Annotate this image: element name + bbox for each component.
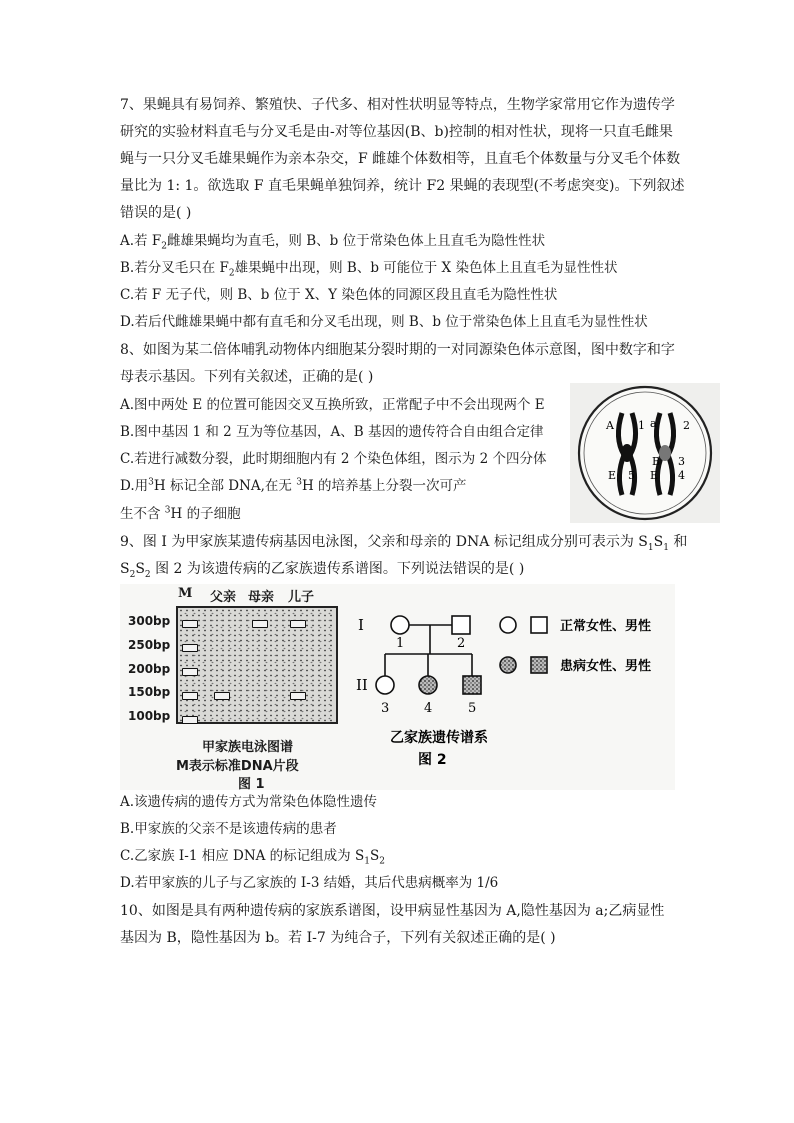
- label-3: 3: [678, 455, 685, 468]
- q9-option-c: C.乙家族 I-1 相应 DNA 的标记组成为 $S_1S_2$: [120, 848, 385, 867]
- q7-stem-line-2: 研究的实验材料直毛与分叉毛是由-对等位基因(B、b)控制的相对性状，现将一只直毛雌果: [120, 124, 673, 140]
- figure-2-label: 图 2: [418, 752, 447, 768]
- q8-stem-line-2: 母表示基因。下列有关叙述，正确的是( ): [120, 369, 374, 385]
- label-e-right: E: [650, 469, 659, 482]
- q8-option-c: C.若进行减数分裂，此时期细胞内有 2 个染色体组，图示为 2 个四分体: [120, 451, 547, 467]
- individual-ii4: [419, 676, 437, 694]
- gel-caption: 甲家族电泳图谱: [202, 740, 294, 755]
- electrophoresis-gel: [176, 606, 338, 724]
- label-2: 2: [683, 419, 690, 432]
- figure-1-label: 图 1: [238, 777, 265, 792]
- generation-ii: II: [356, 676, 368, 694]
- size-200bp: 200bp: [128, 662, 171, 676]
- individual-i1: [391, 616, 409, 634]
- gel-band: [182, 692, 198, 700]
- q7-option-c: C.若 F 无子代，则 B、b 位于 X、Y 染色体的同源区段且直毛为隐性性状: [120, 287, 558, 303]
- q7-stem-line-5: 错误的是( ): [120, 205, 192, 221]
- q9-option-a: A.该遗传病的遗传方式为常染色体隐性遗传: [120, 794, 378, 810]
- q10-stem-line-1: 10、如图是具有两种遗传病的家族系谱图，设甲病显性基因为 A,隐性基因为 a;乙病显性: [120, 903, 665, 919]
- q8-option-b: B.图中基因 1 和 2 互为等位基因，A、B 基因的遗传符合自由组合定律: [120, 424, 544, 440]
- q7-option-d: D.若后代雌雄果蝇中都有直毛和分叉毛出现，则 B、b 位于常染色体上且直毛为显性性状: [120, 314, 648, 330]
- lane-son-label: 儿子: [288, 590, 315, 605]
- id-2: 2: [457, 636, 466, 651]
- gel-band: [214, 692, 230, 700]
- individual-i2: [452, 616, 470, 634]
- gel-caption-note: M表示标准DNA片段: [176, 759, 299, 774]
- lane-mother-label: 母亲: [248, 590, 275, 605]
- label-a-lower: a: [650, 417, 657, 430]
- id-4: 4: [424, 701, 433, 716]
- individual-ii3: [376, 676, 394, 694]
- pedigree-chart: [348, 592, 668, 782]
- cell-diagram: [570, 383, 720, 523]
- gel-band: [252, 620, 268, 628]
- individual-ii5: [463, 676, 481, 694]
- label-a-upper: A: [606, 419, 614, 432]
- size-100bp: 100bp: [128, 709, 171, 723]
- label-e-left: E: [608, 469, 617, 482]
- label-4: 4: [678, 469, 685, 482]
- label-5: 5: [628, 469, 635, 482]
- q9-option-b: B.甲家族的父亲不是该遗传病的患者: [120, 821, 337, 837]
- legend-affected-male-icon: [531, 657, 547, 673]
- chromosome-figure: [570, 383, 720, 523]
- legend-affected-female-icon: [500, 657, 516, 673]
- id-5: 5: [468, 701, 477, 716]
- size-250bp: 250bp: [128, 638, 171, 652]
- q8-option-d-line-1: D.用$^3$H 标记全部 DNA,在无 $^3$H 的培养基上分裂一次可产: [120, 477, 467, 494]
- q8-option-a: A.图中两处 E 的位置可能因交叉互换所致，正常配子中不会出现两个 E: [120, 397, 545, 413]
- gel-band: [290, 692, 306, 700]
- q10-stem-line-2: 基因为 B，隐性基因为 b。若 I-7 为纯合子，下列有关叙述正确的是( ): [120, 930, 556, 946]
- q7-option-a: A.若 $F_2$雌雄果蝇均为直毛，则 B、b 位于常染色体上且直毛为隐性性状: [120, 233, 546, 252]
- q9-stem-line-2: $S_2S_2$ 图 2 为该遗传病的乙家族遗传系谱图。下列说法错误的是( ): [120, 561, 525, 580]
- size-300bp: 300bp: [128, 614, 171, 628]
- legend-affected-label: 患病女性、男性: [560, 659, 652, 674]
- legend-normal-female-icon: [500, 617, 516, 633]
- q7-stem-line-1: 7、果蝇具有易饲养、繁殖快、子代多、相对性状明显等特点，生物学家常用它作为遗传学: [120, 97, 675, 113]
- pedigree-caption: 乙家族遗传谱系: [390, 730, 488, 746]
- id-3: 3: [381, 701, 390, 716]
- legend-normal-label: 正常女性、男性: [560, 619, 652, 634]
- q7-option-b: B.若分叉毛只在 $F_2$雄果蝇中出现，则 B、b 可能位于 X 染色体上且直毛为显性性状: [120, 260, 618, 279]
- gel-band: [182, 716, 198, 724]
- q9-figures: [120, 584, 675, 790]
- lane-m-label: M: [178, 586, 193, 601]
- q7-stem-line-3: 蝇与一只分叉毛雄果蝇作为亲本杂交，F 雌雄个体数相等，且直毛个体数量与分叉毛个体数: [120, 151, 681, 167]
- generation-i: I: [358, 616, 364, 634]
- gel-band: [182, 668, 198, 676]
- q9-option-d: D.若甲家族的儿子与乙家族的 I-3 结婚，其后代患病概率为 1/6: [120, 875, 499, 891]
- gel-band: [290, 620, 306, 628]
- q7-stem-line-4: 量比为 1: 1。欲选取 F 直毛果蝇单独饲养，统计 F2 果蝇的表现型(不考虑突变)。下列叙述: [120, 178, 685, 194]
- size-150bp: 150bp: [128, 685, 171, 699]
- label-b: B: [652, 455, 661, 468]
- gel-band: [182, 644, 198, 652]
- id-1: 1: [396, 636, 405, 651]
- legend-normal-male-icon: [531, 617, 547, 633]
- q8-stem-line-1: 8、如图为某二倍体哺乳动物体内细胞某分裂时期的一对同源染色体示意图，图中数字和字: [120, 342, 675, 358]
- label-1: 1: [638, 419, 645, 432]
- lane-father-label: 父亲: [210, 590, 237, 605]
- gel-band: [182, 620, 198, 628]
- q9-stem-line-1: 9、图 I 为甲家族某遗传病基因电泳图，父亲和母亲的 DNA 标记组成分别可表示为 $S_1S_1$ 和: [120, 534, 688, 553]
- q8-option-d-line-2: 生不含 $^3$H 的子细胞: [120, 505, 241, 522]
